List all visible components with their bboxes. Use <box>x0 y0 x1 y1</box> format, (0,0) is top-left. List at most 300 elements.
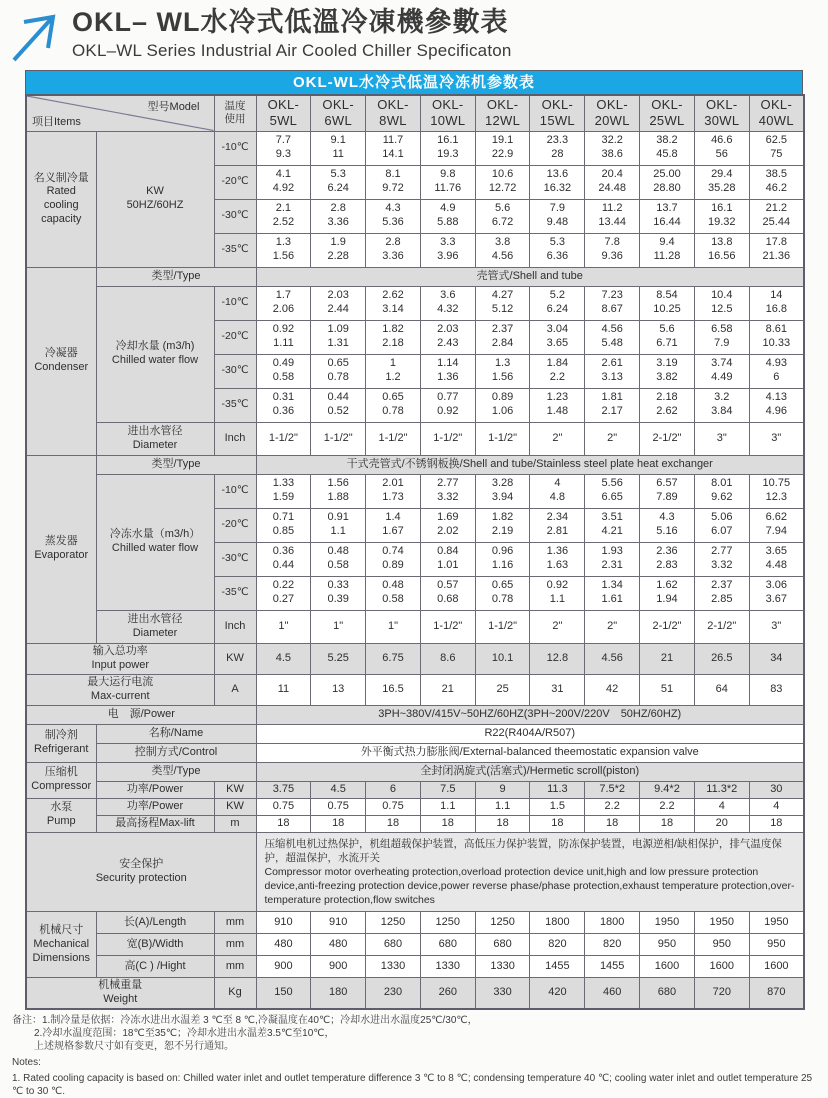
value-cell: 0.92 1.11 <box>256 320 311 354</box>
value-cell: 2.77 3.32 <box>420 474 475 508</box>
value-cell: 3.51 4.21 <box>585 508 640 542</box>
value-cell: 480 <box>256 934 311 956</box>
value-cell: 42 <box>585 674 640 705</box>
unit-cell: m <box>214 815 256 832</box>
value-cell: 1.1 <box>475 798 530 815</box>
value-cell: 1.84 2.2 <box>530 354 585 388</box>
temp-cell: -35℃ <box>214 233 256 267</box>
value-cell: 3.74 4.49 <box>694 354 749 388</box>
note-zh-2: 2.冷却水温度范围：18℃至35℃；冷却水进出水温差3.5℃至10℃， <box>34 1027 335 1039</box>
flow-label: 冷冻水量（m3/h） Chilled water flow <box>96 474 214 610</box>
value-cell: 4.27 5.12 <box>475 286 530 320</box>
value-cell: 1.1 <box>420 798 475 815</box>
value-cell: 1600 <box>640 956 695 978</box>
value-cell: 3.8 4.56 <box>475 233 530 267</box>
table-row <box>26 674 804 705</box>
value-cell: 1.69 2.02 <box>420 508 475 542</box>
value-cell: 18 <box>530 815 585 832</box>
value-cell: 0.75 <box>311 798 366 815</box>
value-cell: 1 1.2 <box>366 354 421 388</box>
spec-table-wrapper <box>25 70 803 1010</box>
value-cell: 0.65 0.78 <box>475 576 530 610</box>
model-header-cell: OKL- 25WL <box>640 95 695 131</box>
value-cell: 4.9 5.88 <box>420 199 475 233</box>
row-label: 宽(B)/Width <box>96 934 214 956</box>
value-cell: 10.4 12.5 <box>694 286 749 320</box>
value-cell: 25.00 28.80 <box>640 165 695 199</box>
note-zh-1: 备注：1.制冷量是依据：冷冻水进出水温差 3 ℃至 8 ℃,冷凝温度在40℃；冷却水进出水温度25℃/30℃， <box>12 1014 478 1026</box>
value-cell: 2.37 2.84 <box>475 320 530 354</box>
value-cell: 1250 <box>420 912 475 934</box>
value-cell: 4.93 6 <box>749 354 804 388</box>
row-label: 长(A)/Length <box>96 912 214 934</box>
value-cell: 31 <box>530 674 585 705</box>
value-cell: 0.44 0.52 <box>311 388 366 422</box>
value-cell: 3.75 <box>256 781 311 798</box>
model-header-cell: OKL- 20WL <box>585 95 640 131</box>
temp-cell: -35℃ <box>214 576 256 610</box>
table-row <box>26 978 804 1009</box>
value-cell: 5.6 6.71 <box>640 320 695 354</box>
type-label: 类型/Type <box>96 762 256 781</box>
value-cell: 0.77 0.92 <box>420 388 475 422</box>
section-label-security: 安全保护 Security protection <box>26 832 256 912</box>
value-cell: 4.3 5.16 <box>640 508 695 542</box>
value-cell: 0.75 <box>256 798 311 815</box>
value-cell: 9.4*2 <box>640 781 695 798</box>
value-cell: 2.8 3.36 <box>311 199 366 233</box>
value-cell: 4 <box>694 798 749 815</box>
value-cell: 21.2 25.44 <box>749 199 804 233</box>
value-cell: 18 <box>366 815 421 832</box>
row-label: 功率/Power <box>96 781 214 798</box>
value-cell: 16.1 19.3 <box>420 131 475 165</box>
value-cell: 330 <box>475 978 530 1009</box>
value-cell: 0.49 0.58 <box>256 354 311 388</box>
table-row <box>26 724 804 743</box>
section-label-condenser: 冷凝器 Condenser <box>26 267 96 455</box>
temp-cell: -30℃ <box>214 354 256 388</box>
cooling-unit-label: KW 50HZ/60HZ <box>96 131 214 267</box>
value-cell: 420 <box>530 978 585 1009</box>
row-label-weight: 机械重量 Weight <box>26 978 214 1009</box>
model-header-cell: OKL- 5WL <box>256 95 311 131</box>
row-label: 功率/Power <box>96 798 214 815</box>
value-cell: 910 <box>311 912 366 934</box>
section-label-dimensions: 机械尺寸 Mechanical Dimensions <box>26 912 96 978</box>
value-cell: 32.2 38.6 <box>585 131 640 165</box>
value-cell: 4.13 4.96 <box>749 388 804 422</box>
table-row <box>26 956 804 978</box>
value-cell: 5.3 6.24 <box>311 165 366 199</box>
temp-cell: -20℃ <box>214 508 256 542</box>
power-supply-value: 3PH~380V/415V~50HZ/60HZ(3PH~200V/220V 50HZ/60HZ) <box>256 705 804 724</box>
type-label: 类型/Type <box>96 267 256 286</box>
value-cell: 1.33 1.59 <box>256 474 311 508</box>
value-cell: 16.1 19.32 <box>694 199 749 233</box>
row-label-input-power: 输入总功率 Input power <box>26 643 214 674</box>
unit-cell: mm <box>214 912 256 934</box>
value-cell: 1-1/2" <box>311 422 366 455</box>
note-en-header: Notes: <box>12 1056 41 1068</box>
value-cell: 0.91 1.1 <box>311 508 366 542</box>
value-cell: 950 <box>749 934 804 956</box>
value-cell: 1.82 2.19 <box>475 508 530 542</box>
value-cell: 3" <box>749 422 804 455</box>
section-label-pump: 水泵 Pump <box>26 798 96 832</box>
model-header-cell: OKL- 40WL <box>749 95 804 131</box>
value-cell: 3.19 3.82 <box>640 354 695 388</box>
value-cell: 83 <box>749 674 804 705</box>
page-title-en: OKL–WL Series Industrial Air Cooled Chiller Specificaton <box>72 40 512 60</box>
unit-cell: Inch <box>214 610 256 643</box>
value-cell: 2.34 2.81 <box>530 508 585 542</box>
value-cell: 26.5 <box>694 643 749 674</box>
unit-cell: Kg <box>214 978 256 1009</box>
value-cell: 260 <box>420 978 475 1009</box>
value-cell: 2.36 2.83 <box>640 542 695 576</box>
value-cell: 8.61 10.33 <box>749 320 804 354</box>
value-cell: 4.56 5.48 <box>585 320 640 354</box>
value-cell: 10.6 12.72 <box>475 165 530 199</box>
value-cell: 0.96 1.16 <box>475 542 530 576</box>
value-cell: 3.06 3.67 <box>749 576 804 610</box>
value-cell: 820 <box>585 934 640 956</box>
value-cell: 0.84 1.01 <box>420 542 475 576</box>
value-cell: 2.03 2.44 <box>311 286 366 320</box>
value-cell: 6.62 7.94 <box>749 508 804 542</box>
value-cell: 9.8 11.76 <box>420 165 475 199</box>
value-cell: 19.1 22.9 <box>475 131 530 165</box>
value-cell: 1.81 2.17 <box>585 388 640 422</box>
table-row <box>26 912 804 934</box>
section-label-evaporator: 蒸发器 Evaporator <box>26 455 96 643</box>
value-cell: 8.1 9.72 <box>366 165 421 199</box>
value-cell: 4.5 <box>311 781 366 798</box>
table-row <box>26 95 804 131</box>
value-cell: 18 <box>311 815 366 832</box>
value-cell: 2.18 2.62 <box>640 388 695 422</box>
value-cell: 0.33 0.39 <box>311 576 366 610</box>
model-header-cell: OKL- 6WL <box>311 95 366 131</box>
value-cell: 4 <box>749 798 804 815</box>
value-cell: 0.31 0.36 <box>256 388 311 422</box>
value-cell: 900 <box>256 956 311 978</box>
value-cell: 7.9 9.48 <box>530 199 585 233</box>
model-header-cell: OKL- 10WL <box>420 95 475 131</box>
value-cell: 4.5 <box>256 643 311 674</box>
value-cell: 16.5 <box>366 674 421 705</box>
value-cell: 10.75 12.3 <box>749 474 804 508</box>
table-row <box>26 781 804 798</box>
value-cell: 1250 <box>366 912 421 934</box>
value-cell: 1-1/2" <box>256 422 311 455</box>
value-cell: 4.56 <box>585 643 640 674</box>
value-cell: 0.89 1.06 <box>475 388 530 422</box>
value-cell: 0.48 0.58 <box>311 542 366 576</box>
unit-cell: KW <box>214 781 256 798</box>
value-cell: 13.7 16.44 <box>640 199 695 233</box>
value-cell: 1.4 1.67 <box>366 508 421 542</box>
value-cell: 1.7 2.06 <box>256 286 311 320</box>
value-cell: 5.2 6.24 <box>530 286 585 320</box>
table-row <box>26 474 804 508</box>
value-cell: 2.62 3.14 <box>366 286 421 320</box>
value-cell: 1.62 1.94 <box>640 576 695 610</box>
value-cell: 2-1/2" <box>640 422 695 455</box>
value-cell: 1" <box>311 610 366 643</box>
value-cell: 1455 <box>585 956 640 978</box>
value-cell: 13.6 16.32 <box>530 165 585 199</box>
temp-cell: -10℃ <box>214 131 256 165</box>
value-cell: 9.4 11.28 <box>640 233 695 267</box>
value-cell: 1-1/2" <box>366 422 421 455</box>
value-cell: 11.7 14.1 <box>366 131 421 165</box>
value-cell: 1-1/2" <box>475 610 530 643</box>
value-cell: 0.65 0.78 <box>311 354 366 388</box>
value-cell: 1.93 2.31 <box>585 542 640 576</box>
value-cell: 18 <box>256 815 311 832</box>
temp-cell: -10℃ <box>214 474 256 508</box>
value-cell: 1.14 1.36 <box>420 354 475 388</box>
value-cell: 0.65 0.78 <box>366 388 421 422</box>
row-label: 最高扬程Max-lift <box>96 815 214 832</box>
items-label: 项目Items <box>32 115 81 128</box>
value-cell: 3.6 4.32 <box>420 286 475 320</box>
value-cell: 1-1/2" <box>475 422 530 455</box>
model-header-cell: OKL- 30WL <box>694 95 749 131</box>
row-label: 控制方式/Control <box>96 743 256 762</box>
value-cell: 0.36 0.44 <box>256 542 311 576</box>
value-cell: 1455 <box>530 956 585 978</box>
value-cell: 7.5*2 <box>585 781 640 798</box>
value-cell: 5.56 6.65 <box>585 474 640 508</box>
value-cell: 25 <box>475 674 530 705</box>
value-cell: 3" <box>694 422 749 455</box>
table-banner: OKL-WL水冷式低温冷冻机参数表 <box>25 70 803 94</box>
value-cell: 20.4 24.48 <box>585 165 640 199</box>
value-cell: 1.23 1.48 <box>530 388 585 422</box>
value-cell: 1.36 1.63 <box>530 542 585 576</box>
value-cell: 900 <box>311 956 366 978</box>
value-cell: 62.5 75 <box>749 131 804 165</box>
value-cell: 13.8 16.56 <box>694 233 749 267</box>
value-cell: 8.6 <box>420 643 475 674</box>
value-cell: 38.5 46.2 <box>749 165 804 199</box>
type-value: 壳管式/Shell and tube <box>256 267 804 286</box>
value-cell: 3.04 3.65 <box>530 320 585 354</box>
corner-header-cell <box>26 95 214 131</box>
value-cell: 1.56 1.88 <box>311 474 366 508</box>
unit-cell: KW <box>214 798 256 815</box>
table-row <box>26 643 804 674</box>
value-cell: 0.74 0.89 <box>366 542 421 576</box>
value-cell: 3" <box>749 610 804 643</box>
model-header-cell: OKL- 15WL <box>530 95 585 131</box>
brand-arrow-icon <box>6 6 68 64</box>
value-cell: 0.71 0.85 <box>256 508 311 542</box>
model-header-cell: OKL- 8WL <box>366 95 421 131</box>
section-label-refrigerant: 制冷剂 Refrigerant <box>26 724 96 762</box>
value-cell: 2" <box>585 610 640 643</box>
temp-usage-header: 温度 使用 <box>214 95 256 131</box>
value-cell: 9 <box>475 781 530 798</box>
value-cell: 6.58 7.9 <box>694 320 749 354</box>
value-cell: 11 <box>256 674 311 705</box>
row-value: R22(R404A/R507) <box>256 724 804 743</box>
temp-cell: -10℃ <box>214 286 256 320</box>
value-cell: 1950 <box>749 912 804 934</box>
value-cell: 18 <box>640 815 695 832</box>
row-label: 高(C ) /Hight <box>96 956 214 978</box>
value-cell: 460 <box>585 978 640 1009</box>
table-row <box>26 832 804 912</box>
unit-cell: KW <box>214 643 256 674</box>
value-cell: 0.22 0.27 <box>256 576 311 610</box>
temp-cell: -30℃ <box>214 542 256 576</box>
value-cell: 8.01 9.62 <box>694 474 749 508</box>
value-cell: 17.8 21.36 <box>749 233 804 267</box>
value-cell: 29.4 35.28 <box>694 165 749 199</box>
value-cell: 21 <box>420 674 475 705</box>
value-cell: 1-1/2" <box>420 610 475 643</box>
value-cell: 0.48 0.58 <box>366 576 421 610</box>
type-value: 全封闭涡旋式(活塞式)/Hermetic scroll(piston) <box>256 762 804 781</box>
value-cell: 180 <box>311 978 366 1009</box>
value-cell: 23.3 28 <box>530 131 585 165</box>
value-cell: 21 <box>640 643 695 674</box>
flow-label: 冷却水量 (m3/h) Chilled water flow <box>96 286 214 422</box>
value-cell: 10.1 <box>475 643 530 674</box>
value-cell: 8.54 10.25 <box>640 286 695 320</box>
type-label: 类型/Type <box>96 455 256 474</box>
value-cell: 1950 <box>694 912 749 934</box>
value-cell: 4.1 4.92 <box>256 165 311 199</box>
value-cell: 1600 <box>694 956 749 978</box>
value-cell: 950 <box>640 934 695 956</box>
value-cell: 1600 <box>749 956 804 978</box>
value-cell: 18 <box>585 815 640 832</box>
value-cell: 20 <box>694 815 749 832</box>
table-row <box>26 131 804 165</box>
value-cell: 9.1 11 <box>311 131 366 165</box>
value-cell: 2.2 <box>585 798 640 815</box>
masthead <box>0 0 828 66</box>
value-cell: 30 <box>749 781 804 798</box>
value-cell: 11.3 <box>530 781 585 798</box>
value-cell: 1" <box>366 610 421 643</box>
value-cell: 11.2 13.44 <box>585 199 640 233</box>
value-cell: 64 <box>694 674 749 705</box>
model-label: 型号Model <box>147 101 200 113</box>
value-cell: 870 <box>749 978 804 1009</box>
value-cell: 2.2 <box>640 798 695 815</box>
value-cell: 5.3 6.36 <box>530 233 585 267</box>
value-cell: 18 <box>475 815 530 832</box>
table-row <box>26 815 804 832</box>
value-cell: 1.34 1.61 <box>585 576 640 610</box>
value-cell: 3.3 3.96 <box>420 233 475 267</box>
value-cell: 18 <box>749 815 804 832</box>
value-cell: 2-1/2" <box>694 610 749 643</box>
unit-cell: Inch <box>214 422 256 455</box>
footnotes <box>12 1014 818 1098</box>
table-row <box>26 934 804 956</box>
value-cell: 1800 <box>585 912 640 934</box>
value-cell: 1.9 2.28 <box>311 233 366 267</box>
value-cell: 34 <box>749 643 804 674</box>
value-cell: 1" <box>256 610 311 643</box>
row-label: 名称/Name <box>96 724 256 743</box>
model-header-cell: OKL- 12WL <box>475 95 530 131</box>
table-row <box>26 798 804 815</box>
value-cell: 910 <box>256 912 311 934</box>
temp-cell: -35℃ <box>214 388 256 422</box>
value-cell: 1250 <box>475 912 530 934</box>
titles <box>72 6 512 61</box>
value-cell: 1.5 <box>530 798 585 815</box>
value-cell: 4 4.8 <box>530 474 585 508</box>
value-cell: 6.75 <box>366 643 421 674</box>
table-row <box>26 455 804 474</box>
table-row <box>26 705 804 724</box>
value-cell: 480 <box>311 934 366 956</box>
value-cell: 4.3 5.36 <box>366 199 421 233</box>
row-label-power-supply: 电 源/Power <box>26 705 256 724</box>
value-cell: 7.23 8.67 <box>585 286 640 320</box>
value-cell: 680 <box>420 934 475 956</box>
value-cell: 950 <box>694 934 749 956</box>
temp-cell: -20℃ <box>214 165 256 199</box>
table-row <box>26 610 804 643</box>
value-cell: 11.3*2 <box>694 781 749 798</box>
value-cell: 1330 <box>366 956 421 978</box>
value-cell: 6 <box>366 781 421 798</box>
section-label-cooling: 名义制冷量 Rated cooling capacity <box>26 131 96 267</box>
value-cell: 2" <box>585 422 640 455</box>
type-value: 干式壳管式/不锈钢板换/Shell and tube/Stainless steel plate heat exchanger <box>256 455 804 474</box>
diameter-label: 进出水管径 Diameter <box>96 422 214 455</box>
value-cell: 2.77 3.32 <box>694 542 749 576</box>
temp-cell: -30℃ <box>214 199 256 233</box>
value-cell: 680 <box>366 934 421 956</box>
value-cell: 13 <box>311 674 366 705</box>
value-cell: 680 <box>475 934 530 956</box>
table-row <box>26 267 804 286</box>
value-cell: 2.03 2.43 <box>420 320 475 354</box>
value-cell: 18 <box>420 815 475 832</box>
value-cell: 38.2 45.8 <box>640 131 695 165</box>
value-cell: 2.1 2.52 <box>256 199 311 233</box>
value-cell: 3.65 4.48 <box>749 542 804 576</box>
value-cell: 2.37 2.85 <box>694 576 749 610</box>
value-cell: 7.7 9.3 <box>256 131 311 165</box>
value-cell: 12.8 <box>530 643 585 674</box>
spec-table <box>25 94 805 1010</box>
value-cell: 1.09 1.31 <box>311 320 366 354</box>
value-cell: 7.5 <box>420 781 475 798</box>
value-cell: 2.8 3.36 <box>366 233 421 267</box>
value-cell: 7.8 9.36 <box>585 233 640 267</box>
table-row <box>26 762 804 781</box>
value-cell: 1330 <box>475 956 530 978</box>
unit-cell: A <box>214 674 256 705</box>
value-cell: 0.92 1.1 <box>530 576 585 610</box>
value-cell: 2.61 3.13 <box>585 354 640 388</box>
row-value: 外平衡式热力膨胀阀/External-balanced theemostatic expansion valve <box>256 743 804 762</box>
table-row <box>26 422 804 455</box>
page-title-zh: OKL– WL水冷式低溫冷凍機參數表 <box>72 7 509 37</box>
